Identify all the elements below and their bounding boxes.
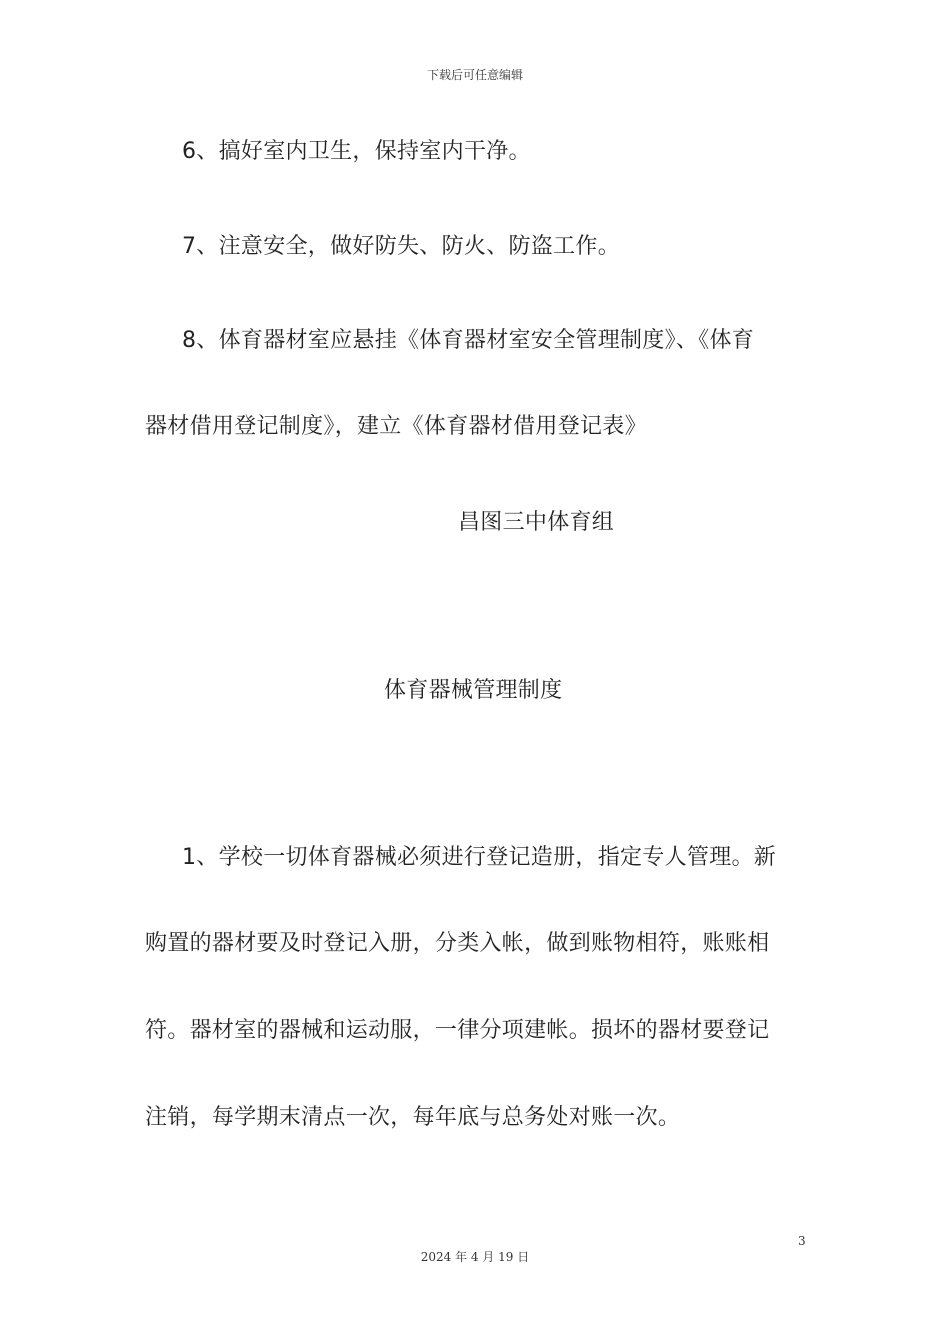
section-title: 体育器械管理制度	[384, 678, 563, 703]
list-item-8-line-1: 8、体育器材室应悬挂《体育器材室安全管理制度》、《体育	[182, 328, 755, 353]
rule-1-line-1: 1、学校一切体育器械必须进行登记造册，指定专人管理。新	[182, 845, 777, 870]
signature: 昌图三中体育组	[458, 510, 615, 535]
rule-1-line-2: 购置的器材要及时登记入册，分类入帐，做到账物相符，账账相	[145, 931, 770, 956]
list-item-8-line-2: 器材借用登记制度》，建立《体育器材借用登记表》	[145, 414, 647, 439]
rule-1-line-4: 注销，每学期末清点一次，每年底与总务处对账一次。	[145, 1105, 681, 1130]
footer-date: 2024 年 4 月 19 日	[420, 1250, 530, 1264]
list-item-6: 6、搞好室内卫生，保持室内干净。	[182, 139, 531, 164]
page-number: 3	[798, 1234, 806, 1248]
rule-1-line-3: 符。器材室的器械和运动服，一律分项建帐。损坏的器材要登记	[145, 1018, 770, 1043]
page-header: 下载后可任意编辑	[426, 68, 523, 82]
list-item-7: 7、注意安全，做好防失、防火、防盗工作。	[182, 234, 620, 259]
